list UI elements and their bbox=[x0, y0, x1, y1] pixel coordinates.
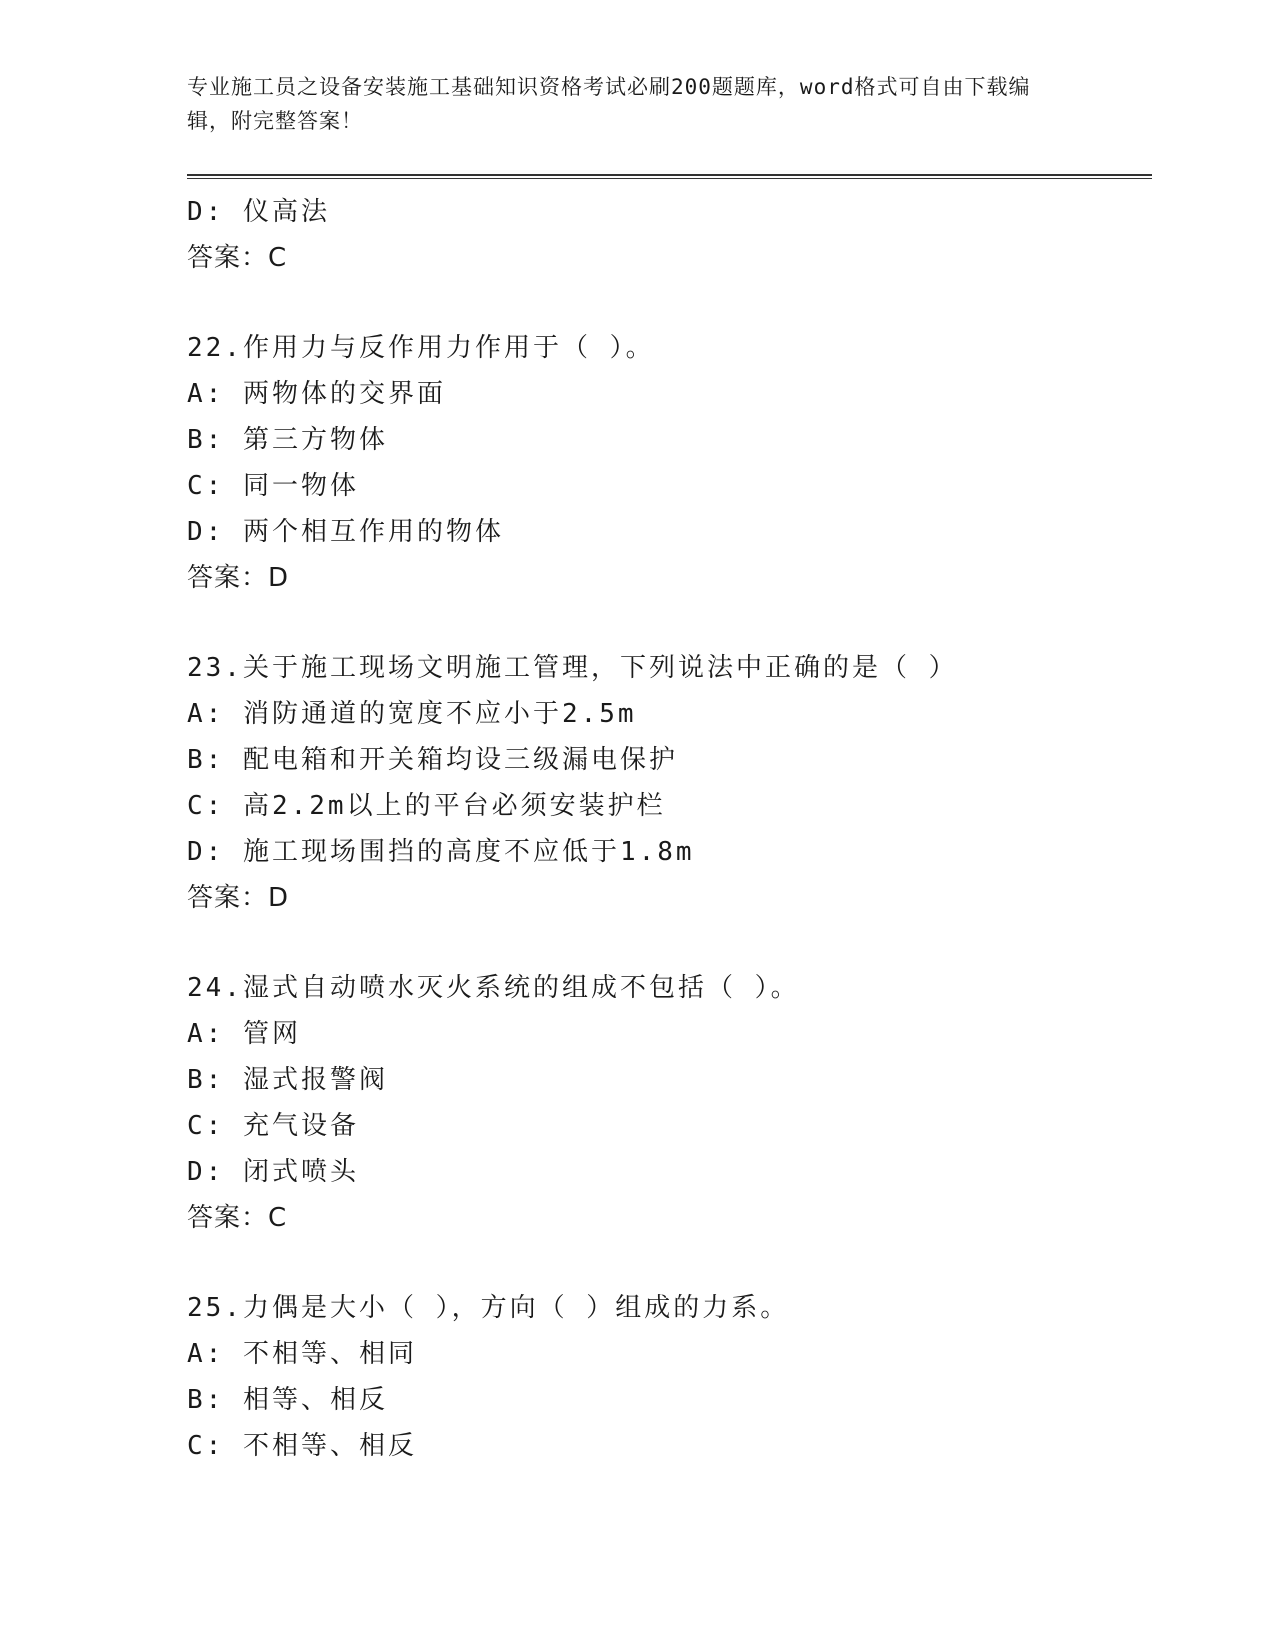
option-a: A: 不相等、相同 bbox=[187, 1339, 417, 1369]
option-d: D: 仪高法 bbox=[187, 197, 330, 227]
question-stem: 23.关于施工现场文明施工管理，下列说法中正确的是（ ） bbox=[187, 653, 958, 683]
answer-line: 答案：C bbox=[187, 243, 288, 273]
option-d: D: 闭式喷头 bbox=[187, 1157, 359, 1187]
option-d: D: 两个相互作用的物体 bbox=[187, 517, 504, 547]
option-b: B: 湿式报警阀 bbox=[187, 1065, 388, 1095]
question-stem: 25.力偶是大小（ ），方向（ ）组成的力系。 bbox=[187, 1293, 790, 1323]
document-page bbox=[187, 70, 1152, 1469]
question-25 bbox=[187, 1285, 1152, 1469]
answer-line: 答案：D bbox=[187, 563, 290, 593]
question-stem: 24.湿式自动喷水灭火系统的组成不包括（ ）。 bbox=[187, 973, 800, 1003]
option-c: C: 充气设备 bbox=[187, 1111, 359, 1141]
answer-line: 答案：D bbox=[187, 883, 290, 913]
question-22 bbox=[187, 325, 1152, 601]
header-divider bbox=[187, 174, 1152, 179]
option-a: A: 消防通道的宽度不应小于2.5m bbox=[187, 699, 637, 729]
option-c: C: 高2.2m以上的平台必须安装护栏 bbox=[187, 791, 666, 821]
option-a: A: 管网 bbox=[187, 1019, 301, 1049]
question-23 bbox=[187, 645, 1152, 921]
option-b: B: 相等、相反 bbox=[187, 1385, 388, 1415]
document-body bbox=[187, 189, 1152, 1469]
document-header: 专业施工员之设备安装施工基础知识资格考试必刷200题题库，word格式可自由下载编辑，附完整答案！ bbox=[187, 75, 1031, 133]
option-c: C: 不相等、相反 bbox=[187, 1431, 417, 1461]
answer-line: 答案：C bbox=[187, 1203, 288, 1233]
option-d: D: 施工现场围挡的高度不应低于1.8m bbox=[187, 837, 695, 867]
question-24 bbox=[187, 965, 1152, 1241]
option-c: C: 同一物体 bbox=[187, 471, 359, 501]
question-stem: 22.作用力与反作用力作用于（ ）。 bbox=[187, 333, 655, 363]
option-b: B: 配电箱和开关箱均设三级漏电保护 bbox=[187, 745, 678, 775]
option-a: A: 两物体的交界面 bbox=[187, 379, 446, 409]
option-b: B: 第三方物体 bbox=[187, 425, 388, 455]
